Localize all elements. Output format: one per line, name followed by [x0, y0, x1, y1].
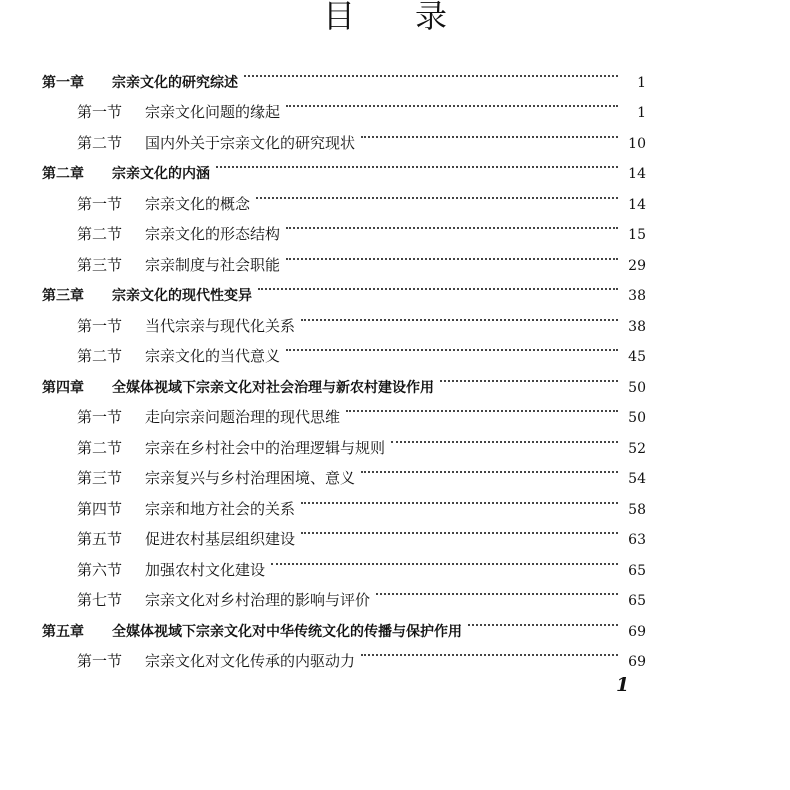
toc-entry-page: 38 [628, 288, 646, 304]
toc-entry-page: 45 [628, 349, 646, 365]
toc-entry-title: 宗亲文化对乡村治理的影响与评价 [145, 591, 371, 609]
toc-leader-dots [301, 514, 618, 545]
toc-entry-title: 全媒体视域下宗亲文化对社会治理与新农村建设作用 [112, 379, 434, 396]
toc-leader-dots [361, 453, 618, 484]
toc-entry-label: 第一节 [77, 652, 123, 670]
toc-entry-title: 加强农村文化建设 [145, 560, 266, 579]
toc-entry-label: 第二章 [42, 166, 84, 182]
toc-leader-dots [391, 422, 618, 453]
toc-leader-dots [244, 56, 618, 87]
toc-entry-page: 1 [637, 74, 646, 91]
toc-entry-title: 国内外关于宗亲文化的研究现状 [145, 133, 356, 152]
toc-entry-page: 1 [637, 105, 646, 121]
toc-entry-title: 宗亲和地方社会的关系 [145, 499, 296, 518]
toc-leader-dots [440, 361, 618, 392]
toc-entry-title: 宗亲文化的研究综述 [112, 74, 238, 91]
toc-entry-page: 69 [628, 623, 646, 640]
toc-entry-title: 宗亲文化的现代性变异 [112, 288, 252, 304]
toc-entry-page: 65 [628, 593, 646, 609]
toc-entry-page: 69 [628, 654, 646, 670]
toc-entry-title: 宗亲文化的内涵 [112, 166, 210, 182]
toc-leader-dots [361, 636, 618, 667]
toc-leader-dots [301, 300, 618, 331]
toc-entry-page: 50 [628, 410, 646, 426]
toc-entry-page: 10 [628, 135, 646, 152]
toc-entry-title: 走向宗亲问题治理的现代思维 [145, 408, 341, 426]
toc-entry-title: 宗亲复兴与乡村治理困境、意义 [145, 469, 356, 487]
toc-entry-label: 第一节 [77, 103, 123, 121]
toc-leader-dots [468, 605, 618, 636]
toc-entry-page: 15 [628, 227, 646, 243]
table-of-contents [42, 56, 646, 670]
toc-leader-dots [376, 575, 618, 606]
toc-leader-dots [346, 392, 618, 423]
toc-entry-title: 宗亲文化对文化传承的内驱动力 [145, 652, 356, 670]
toc-leader-dots [271, 544, 618, 575]
toc-entry-label: 第三章 [42, 288, 84, 304]
toc-leader-dots [286, 239, 618, 270]
toc-entry-page: 58 [628, 501, 646, 518]
toc-entry-label: 第一节 [77, 316, 123, 335]
toc-leader-dots [286, 331, 618, 362]
toc-entry-page: 29 [628, 257, 646, 274]
toc-entry-title: 全媒体视域下宗亲文化对中华传统文化的传播与保护作用 [112, 623, 462, 640]
toc-entry-label: 第五节 [77, 530, 123, 548]
toc-entry-label: 第六节 [77, 560, 123, 579]
page-footer-number: 1 [616, 674, 630, 696]
toc-entry-title: 宗亲在乡村社会中的治理逻辑与规则 [145, 438, 386, 457]
toc-entry-title: 宗亲文化的当代意义 [145, 347, 281, 365]
toc-entry-title: 宗亲文化的形态结构 [145, 225, 281, 243]
toc-leader-dots [256, 178, 618, 209]
toc-entry-page: 65 [628, 562, 646, 579]
toc-entry-label: 第二节 [77, 347, 123, 365]
toc-entry-label: 第二节 [77, 225, 123, 243]
toc-leader-dots [286, 209, 618, 240]
toc-entry-label: 第四节 [77, 499, 123, 518]
toc-leader-dots [301, 483, 618, 514]
toc-leader-dots [258, 270, 618, 301]
toc-chapter-1 [42, 56, 646, 91]
toc-entry-label: 第一节 [77, 194, 123, 213]
toc-entry-title: 宗亲文化问题的缘起 [145, 103, 281, 121]
toc-entry-title: 宗亲制度与社会职能 [145, 255, 281, 274]
toc-entry-page: 54 [628, 471, 646, 487]
toc-entry-page: 52 [628, 440, 646, 457]
toc-entry-title: 当代宗亲与现代化关系 [145, 316, 296, 335]
page-title: 目录 [322, 0, 507, 35]
toc-entry-label: 第一节 [77, 408, 123, 426]
toc-entry-label: 第三节 [77, 469, 123, 487]
toc-entry-label: 第四章 [42, 379, 84, 396]
toc-entry-page: 38 [628, 318, 646, 335]
toc-entry-page: 50 [628, 379, 646, 396]
toc-entry-page: 63 [628, 532, 646, 548]
toc-entry-label: 第一章 [42, 74, 84, 91]
toc-entry-page: 14 [628, 196, 646, 213]
toc-leader-dots [361, 117, 618, 148]
toc-entry-label: 第三节 [77, 255, 123, 274]
toc-leader-dots [216, 148, 618, 179]
toc-entry-title: 促进农村基层组织建设 [145, 530, 296, 548]
toc-entry-label: 第二节 [77, 133, 123, 152]
toc-entry-label: 第五章 [42, 623, 84, 640]
toc-entry-page: 14 [628, 166, 646, 182]
toc-leader-dots [286, 87, 618, 118]
toc-entry-label: 第七节 [77, 591, 123, 609]
toc-entry-title: 宗亲文化的概念 [145, 194, 251, 213]
toc-entry-label: 第二节 [77, 438, 123, 457]
